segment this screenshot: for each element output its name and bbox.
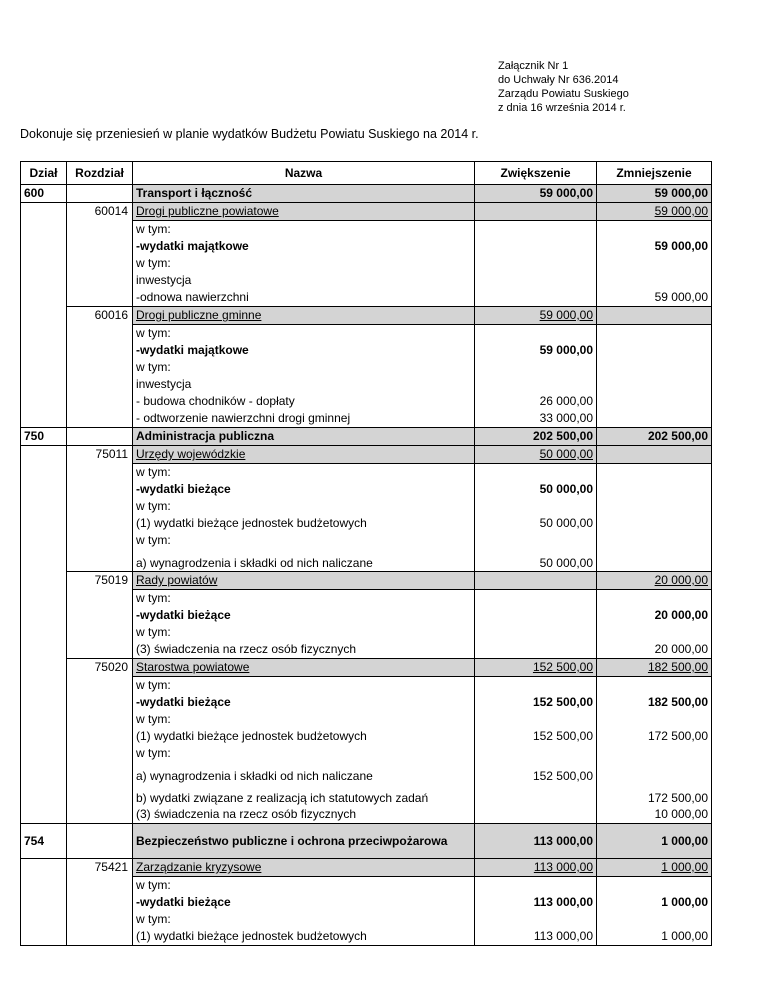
cell-rozdzial [67, 711, 133, 728]
table-row [21, 728, 712, 745]
cell-nazwa: w tym: [133, 677, 475, 695]
header-nazwa: Nazwa [133, 162, 475, 185]
cell-zwiekszenie [475, 590, 597, 608]
cell-rozdzial [67, 806, 133, 824]
cell-zmniejszenie [597, 410, 712, 428]
table-row [21, 464, 712, 482]
table-row [21, 784, 712, 806]
cell-dzial [21, 446, 67, 464]
cell-rozdzial: 60014 [67, 203, 133, 221]
cell-zwiekszenie [475, 641, 597, 659]
cell-nazwa: -wydatki bieżące [133, 481, 475, 498]
cell-zwiekszenie [475, 677, 597, 695]
cell-nazwa: -wydatki majątkowe [133, 342, 475, 359]
cell-zwiekszenie [475, 784, 597, 806]
cell-dzial [21, 359, 67, 376]
cell-nazwa: -wydatki bieżące [133, 694, 475, 711]
cell-zmniejszenie [597, 359, 712, 376]
cell-zmniejszenie [597, 911, 712, 928]
cell-dzial [21, 806, 67, 824]
cell-zwiekszenie: 113 000,00 [475, 824, 597, 859]
cell-zmniejszenie [597, 376, 712, 393]
cell-dzial [21, 532, 67, 549]
cell-dzial [21, 728, 67, 745]
cell-dzial [21, 659, 67, 677]
cell-rozdzial [67, 481, 133, 498]
cell-dzial [21, 549, 67, 572]
cell-zwiekszenie [475, 221, 597, 239]
cell-zmniejszenie [597, 711, 712, 728]
cell-nazwa: - odtworzenie nawierzchni drogi gminnej [133, 410, 475, 428]
cell-rozdzial [67, 549, 133, 572]
cell-zmniejszenie: 20 000,00 [597, 572, 712, 590]
table-row [21, 342, 712, 359]
cell-nazwa: Transport i łączność [133, 185, 475, 203]
table-row [21, 694, 712, 711]
cell-nazwa: w tym: [133, 590, 475, 608]
cell-rozdzial [67, 532, 133, 549]
table-row [21, 428, 712, 446]
cell-rozdzial [67, 515, 133, 532]
cell-zwiekszenie [475, 325, 597, 343]
cell-dzial [21, 515, 67, 532]
cell-zwiekszenie: 26 000,00 [475, 393, 597, 410]
attachment-line-2: do Uchwały Nr 636.2014 [498, 74, 619, 86]
cell-nazwa: w tym: [133, 464, 475, 482]
cell-dzial [21, 607, 67, 624]
cell-zwiekszenie [475, 376, 597, 393]
cell-zmniejszenie [597, 272, 712, 289]
cell-dzial [21, 762, 67, 784]
cell-rozdzial [67, 694, 133, 711]
cell-nazwa: w tym: [133, 745, 475, 762]
cell-nazwa: w tym: [133, 498, 475, 515]
cell-rozdzial [67, 428, 133, 446]
cell-zmniejszenie [597, 255, 712, 272]
cell-dzial [21, 289, 67, 307]
budget-table [20, 161, 712, 946]
cell-zwiekszenie [475, 711, 597, 728]
cell-nazwa: (1) wydatki bieżące jednostek budżetowych [133, 728, 475, 745]
cell-dzial [21, 911, 67, 928]
cell-dzial [21, 255, 67, 272]
cell-nazwa: (1) wydatki bieżące jednostek budżetowych [133, 928, 475, 946]
cell-zwiekszenie [475, 572, 597, 590]
table-row [21, 624, 712, 641]
cell-dzial: 750 [21, 428, 67, 446]
cell-rozdzial [67, 877, 133, 895]
cell-rozdzial: 75421 [67, 859, 133, 877]
cell-zwiekszenie: 33 000,00 [475, 410, 597, 428]
table-row [21, 824, 712, 859]
cell-nazwa: w tym: [133, 359, 475, 376]
cell-rozdzial [67, 185, 133, 203]
cell-zwiekszenie: 152 500,00 [475, 728, 597, 745]
cell-rozdzial [67, 728, 133, 745]
cell-zmniejszenie [597, 590, 712, 608]
cell-zmniejszenie [597, 877, 712, 895]
cell-nazwa: a) wynagrodzenia i składki od nich naliczane [133, 549, 475, 572]
cell-zmniejszenie [597, 745, 712, 762]
cell-dzial [21, 410, 67, 428]
cell-nazwa: Bezpieczeństwo publiczne i ochrona przeciwpożarowa [133, 824, 475, 859]
table-row [21, 711, 712, 728]
cell-rozdzial [67, 762, 133, 784]
table-row [21, 376, 712, 393]
cell-rozdzial [67, 824, 133, 859]
cell-dzial [21, 745, 67, 762]
cell-zmniejszenie: 10 000,00 [597, 806, 712, 824]
cell-zmniejszenie: 1 000,00 [597, 928, 712, 946]
cell-dzial [21, 572, 67, 590]
cell-zmniejszenie [597, 446, 712, 464]
cell-dzial [21, 376, 67, 393]
table-row [21, 806, 712, 824]
cell-dzial: 600 [21, 185, 67, 203]
cell-nazwa: Zarządzanie kryzysowe [133, 859, 475, 877]
cell-zwiekszenie: 113 000,00 [475, 928, 597, 946]
cell-zwiekszenie: 59 000,00 [475, 185, 597, 203]
table-row [21, 532, 712, 549]
table-row [21, 359, 712, 376]
cell-rozdzial [67, 359, 133, 376]
cell-zmniejszenie: 172 500,00 [597, 728, 712, 745]
cell-rozdzial [67, 784, 133, 806]
cell-rozdzial [67, 238, 133, 255]
cell-nazwa: -wydatki majątkowe [133, 238, 475, 255]
cell-dzial [21, 694, 67, 711]
cell-zmniejszenie: 59 000,00 [597, 185, 712, 203]
cell-zwiekszenie [475, 359, 597, 376]
cell-zwiekszenie [475, 255, 597, 272]
cell-zwiekszenie [475, 498, 597, 515]
cell-zwiekszenie: 113 000,00 [475, 859, 597, 877]
cell-rozdzial [67, 342, 133, 359]
cell-rozdzial [67, 894, 133, 911]
attachment-line-3: Zarządu Powiatu Suskiego [498, 88, 629, 100]
cell-zmniejszenie [597, 532, 712, 549]
cell-dzial [21, 393, 67, 410]
cell-zmniejszenie [597, 464, 712, 482]
cell-zmniejszenie [597, 762, 712, 784]
cell-zmniejszenie: 1 000,00 [597, 859, 712, 877]
cell-nazwa: w tym: [133, 221, 475, 239]
table-row [21, 549, 712, 572]
cell-dzial [21, 238, 67, 255]
cell-nazwa: (3) świadczenia na rzecz osób fizycznych [133, 806, 475, 824]
table-row [21, 911, 712, 928]
cell-dzial [21, 464, 67, 482]
table-row [21, 221, 712, 239]
cell-zmniejszenie: 1 000,00 [597, 894, 712, 911]
cell-rozdzial [67, 607, 133, 624]
cell-nazwa: (3) świadczenia na rzecz osób fizycznych [133, 641, 475, 659]
cell-zmniejszenie [597, 307, 712, 325]
table-row [21, 272, 712, 289]
table-row [21, 659, 712, 677]
table-row [21, 325, 712, 343]
cell-zmniejszenie: 182 500,00 [597, 694, 712, 711]
cell-rozdzial [67, 677, 133, 695]
cell-zwiekszenie: 50 000,00 [475, 481, 597, 498]
table-row [21, 307, 712, 325]
cell-rozdzial [67, 464, 133, 482]
cell-nazwa: -odnowa nawierzchni [133, 289, 475, 307]
cell-zwiekszenie [475, 203, 597, 221]
attachment-line-4: z dnia 16 września 2014 r. [498, 102, 626, 114]
cell-rozdzial [67, 376, 133, 393]
cell-nazwa: Urzędy wojewódzkie [133, 446, 475, 464]
cell-zmniejszenie [597, 325, 712, 343]
cell-zwiekszenie [475, 911, 597, 928]
cell-zmniejszenie [597, 677, 712, 695]
cell-nazwa: (1) wydatki bieżące jednostek budżetowych [133, 515, 475, 532]
cell-zmniejszenie [597, 481, 712, 498]
table-row [21, 498, 712, 515]
table-row [21, 590, 712, 608]
cell-rozdzial [67, 325, 133, 343]
cell-nazwa: Drogi publiczne powiatowe [133, 203, 475, 221]
cell-rozdzial [67, 498, 133, 515]
header-dzial: Dział [21, 162, 67, 185]
cell-dzial [21, 677, 67, 695]
cell-dzial [21, 307, 67, 325]
table-row [21, 607, 712, 624]
cell-dzial [21, 272, 67, 289]
cell-zmniejszenie: 20 000,00 [597, 607, 712, 624]
cell-rozdzial: 60016 [67, 307, 133, 325]
cell-zwiekszenie [475, 532, 597, 549]
cell-zmniejszenie: 1 000,00 [597, 824, 712, 859]
table-row [21, 393, 712, 410]
table-row [21, 203, 712, 221]
cell-nazwa: w tym: [133, 877, 475, 895]
table-row [21, 877, 712, 895]
table-row [21, 859, 712, 877]
cell-zmniejszenie [597, 498, 712, 515]
table-row [21, 446, 712, 464]
cell-zmniejszenie [597, 549, 712, 572]
cell-zwiekszenie [475, 464, 597, 482]
table-row [21, 481, 712, 498]
cell-zmniejszenie: 59 000,00 [597, 238, 712, 255]
cell-zmniejszenie: 182 500,00 [597, 659, 712, 677]
cell-zwiekszenie [475, 607, 597, 624]
cell-zmniejszenie: 172 500,00 [597, 784, 712, 806]
cell-zwiekszenie: 50 000,00 [475, 446, 597, 464]
cell-nazwa: - budowa chodników - dopłaty [133, 393, 475, 410]
table-row [21, 185, 712, 203]
cell-rozdzial [67, 289, 133, 307]
table-row [21, 289, 712, 307]
cell-nazwa: w tym: [133, 532, 475, 549]
cell-dzial [21, 784, 67, 806]
cell-zmniejszenie [597, 221, 712, 239]
cell-zmniejszenie: 202 500,00 [597, 428, 712, 446]
cell-rozdzial [67, 641, 133, 659]
intro-text: Dokonuje się przeniesień w planie wydatków Budżetu Powiatu Suskiego na 2014 r. [20, 127, 479, 141]
cell-dzial [21, 221, 67, 239]
cell-zwiekszenie: 59 000,00 [475, 307, 597, 325]
table-row [21, 572, 712, 590]
cell-nazwa: a) wynagrodzenia i składki od nich naliczane [133, 762, 475, 784]
cell-dzial [21, 877, 67, 895]
attachment-line-1: Załącznik Nr 1 [498, 60, 569, 72]
cell-nazwa: inwestycja [133, 376, 475, 393]
cell-rozdzial: 75011 [67, 446, 133, 464]
cell-nazwa: Starostwa powiatowe [133, 659, 475, 677]
cell-zwiekszenie: 152 500,00 [475, 659, 597, 677]
table-row [21, 745, 712, 762]
cell-rozdzial [67, 911, 133, 928]
cell-dzial [21, 711, 67, 728]
table-row [21, 928, 712, 946]
cell-nazwa: w tym: [133, 624, 475, 641]
cell-rozdzial [67, 272, 133, 289]
cell-zwiekszenie [475, 877, 597, 895]
cell-dzial [21, 325, 67, 343]
cell-dzial [21, 342, 67, 359]
cell-dzial [21, 894, 67, 911]
table-row [21, 515, 712, 532]
cell-dzial [21, 203, 67, 221]
table-row [21, 255, 712, 272]
cell-nazwa: w tym: [133, 255, 475, 272]
table-row [21, 641, 712, 659]
cell-nazwa: -wydatki bieżące [133, 607, 475, 624]
cell-zwiekszenie [475, 806, 597, 824]
cell-rozdzial [67, 928, 133, 946]
cell-nazwa: w tym: [133, 711, 475, 728]
cell-zwiekszenie: 59 000,00 [475, 342, 597, 359]
cell-nazwa: b) wydatki związane z realizacją ich statutowych zadań [133, 784, 475, 806]
cell-nazwa: -wydatki bieżące [133, 894, 475, 911]
cell-zmniejszenie [597, 515, 712, 532]
cell-zmniejszenie: 20 000,00 [597, 641, 712, 659]
cell-zwiekszenie [475, 624, 597, 641]
cell-zmniejszenie [597, 393, 712, 410]
cell-dzial [21, 498, 67, 515]
table-row [21, 238, 712, 255]
header-zwiekszenie: Zwiększenie [475, 162, 597, 185]
cell-dzial [21, 641, 67, 659]
cell-zwiekszenie: 152 500,00 [475, 762, 597, 784]
table-body [21, 185, 712, 946]
cell-zmniejszenie [597, 624, 712, 641]
table-row [21, 410, 712, 428]
cell-zmniejszenie: 59 000,00 [597, 203, 712, 221]
cell-zmniejszenie: 59 000,00 [597, 289, 712, 307]
cell-nazwa: Administracja publiczna [133, 428, 475, 446]
table-header-row [21, 162, 712, 185]
cell-nazwa: Rady powiatów [133, 572, 475, 590]
cell-zmniejszenie [597, 342, 712, 359]
cell-dzial [21, 590, 67, 608]
table-row [21, 762, 712, 784]
cell-nazwa: w tym: [133, 911, 475, 928]
cell-nazwa: inwestycja [133, 272, 475, 289]
cell-zwiekszenie: 50 000,00 [475, 515, 597, 532]
cell-zwiekszenie [475, 289, 597, 307]
cell-zwiekszenie [475, 238, 597, 255]
table-row [21, 894, 712, 911]
cell-dzial [21, 481, 67, 498]
cell-rozdzial: 75019 [67, 572, 133, 590]
cell-rozdzial [67, 745, 133, 762]
table-row [21, 677, 712, 695]
cell-zwiekszenie [475, 745, 597, 762]
cell-rozdzial [67, 393, 133, 410]
cell-zwiekszenie [475, 272, 597, 289]
header-rozdzial: Rozdział [67, 162, 133, 185]
attachment-note [498, 59, 629, 115]
cell-rozdzial [67, 221, 133, 239]
cell-rozdzial [67, 590, 133, 608]
cell-rozdzial [67, 624, 133, 641]
cell-dzial: 754 [21, 824, 67, 859]
cell-rozdzial [67, 410, 133, 428]
header-zmniejszenie: Zmniejszenie [597, 162, 712, 185]
cell-rozdzial: 75020 [67, 659, 133, 677]
cell-nazwa: w tym: [133, 325, 475, 343]
cell-zwiekszenie: 152 500,00 [475, 694, 597, 711]
cell-zwiekszenie: 50 000,00 [475, 549, 597, 572]
cell-dzial [21, 624, 67, 641]
cell-rozdzial [67, 255, 133, 272]
cell-dzial [21, 859, 67, 877]
cell-dzial [21, 928, 67, 946]
cell-zwiekszenie: 202 500,00 [475, 428, 597, 446]
cell-zwiekszenie: 113 000,00 [475, 894, 597, 911]
cell-nazwa: Drogi publiczne gminne [133, 307, 475, 325]
